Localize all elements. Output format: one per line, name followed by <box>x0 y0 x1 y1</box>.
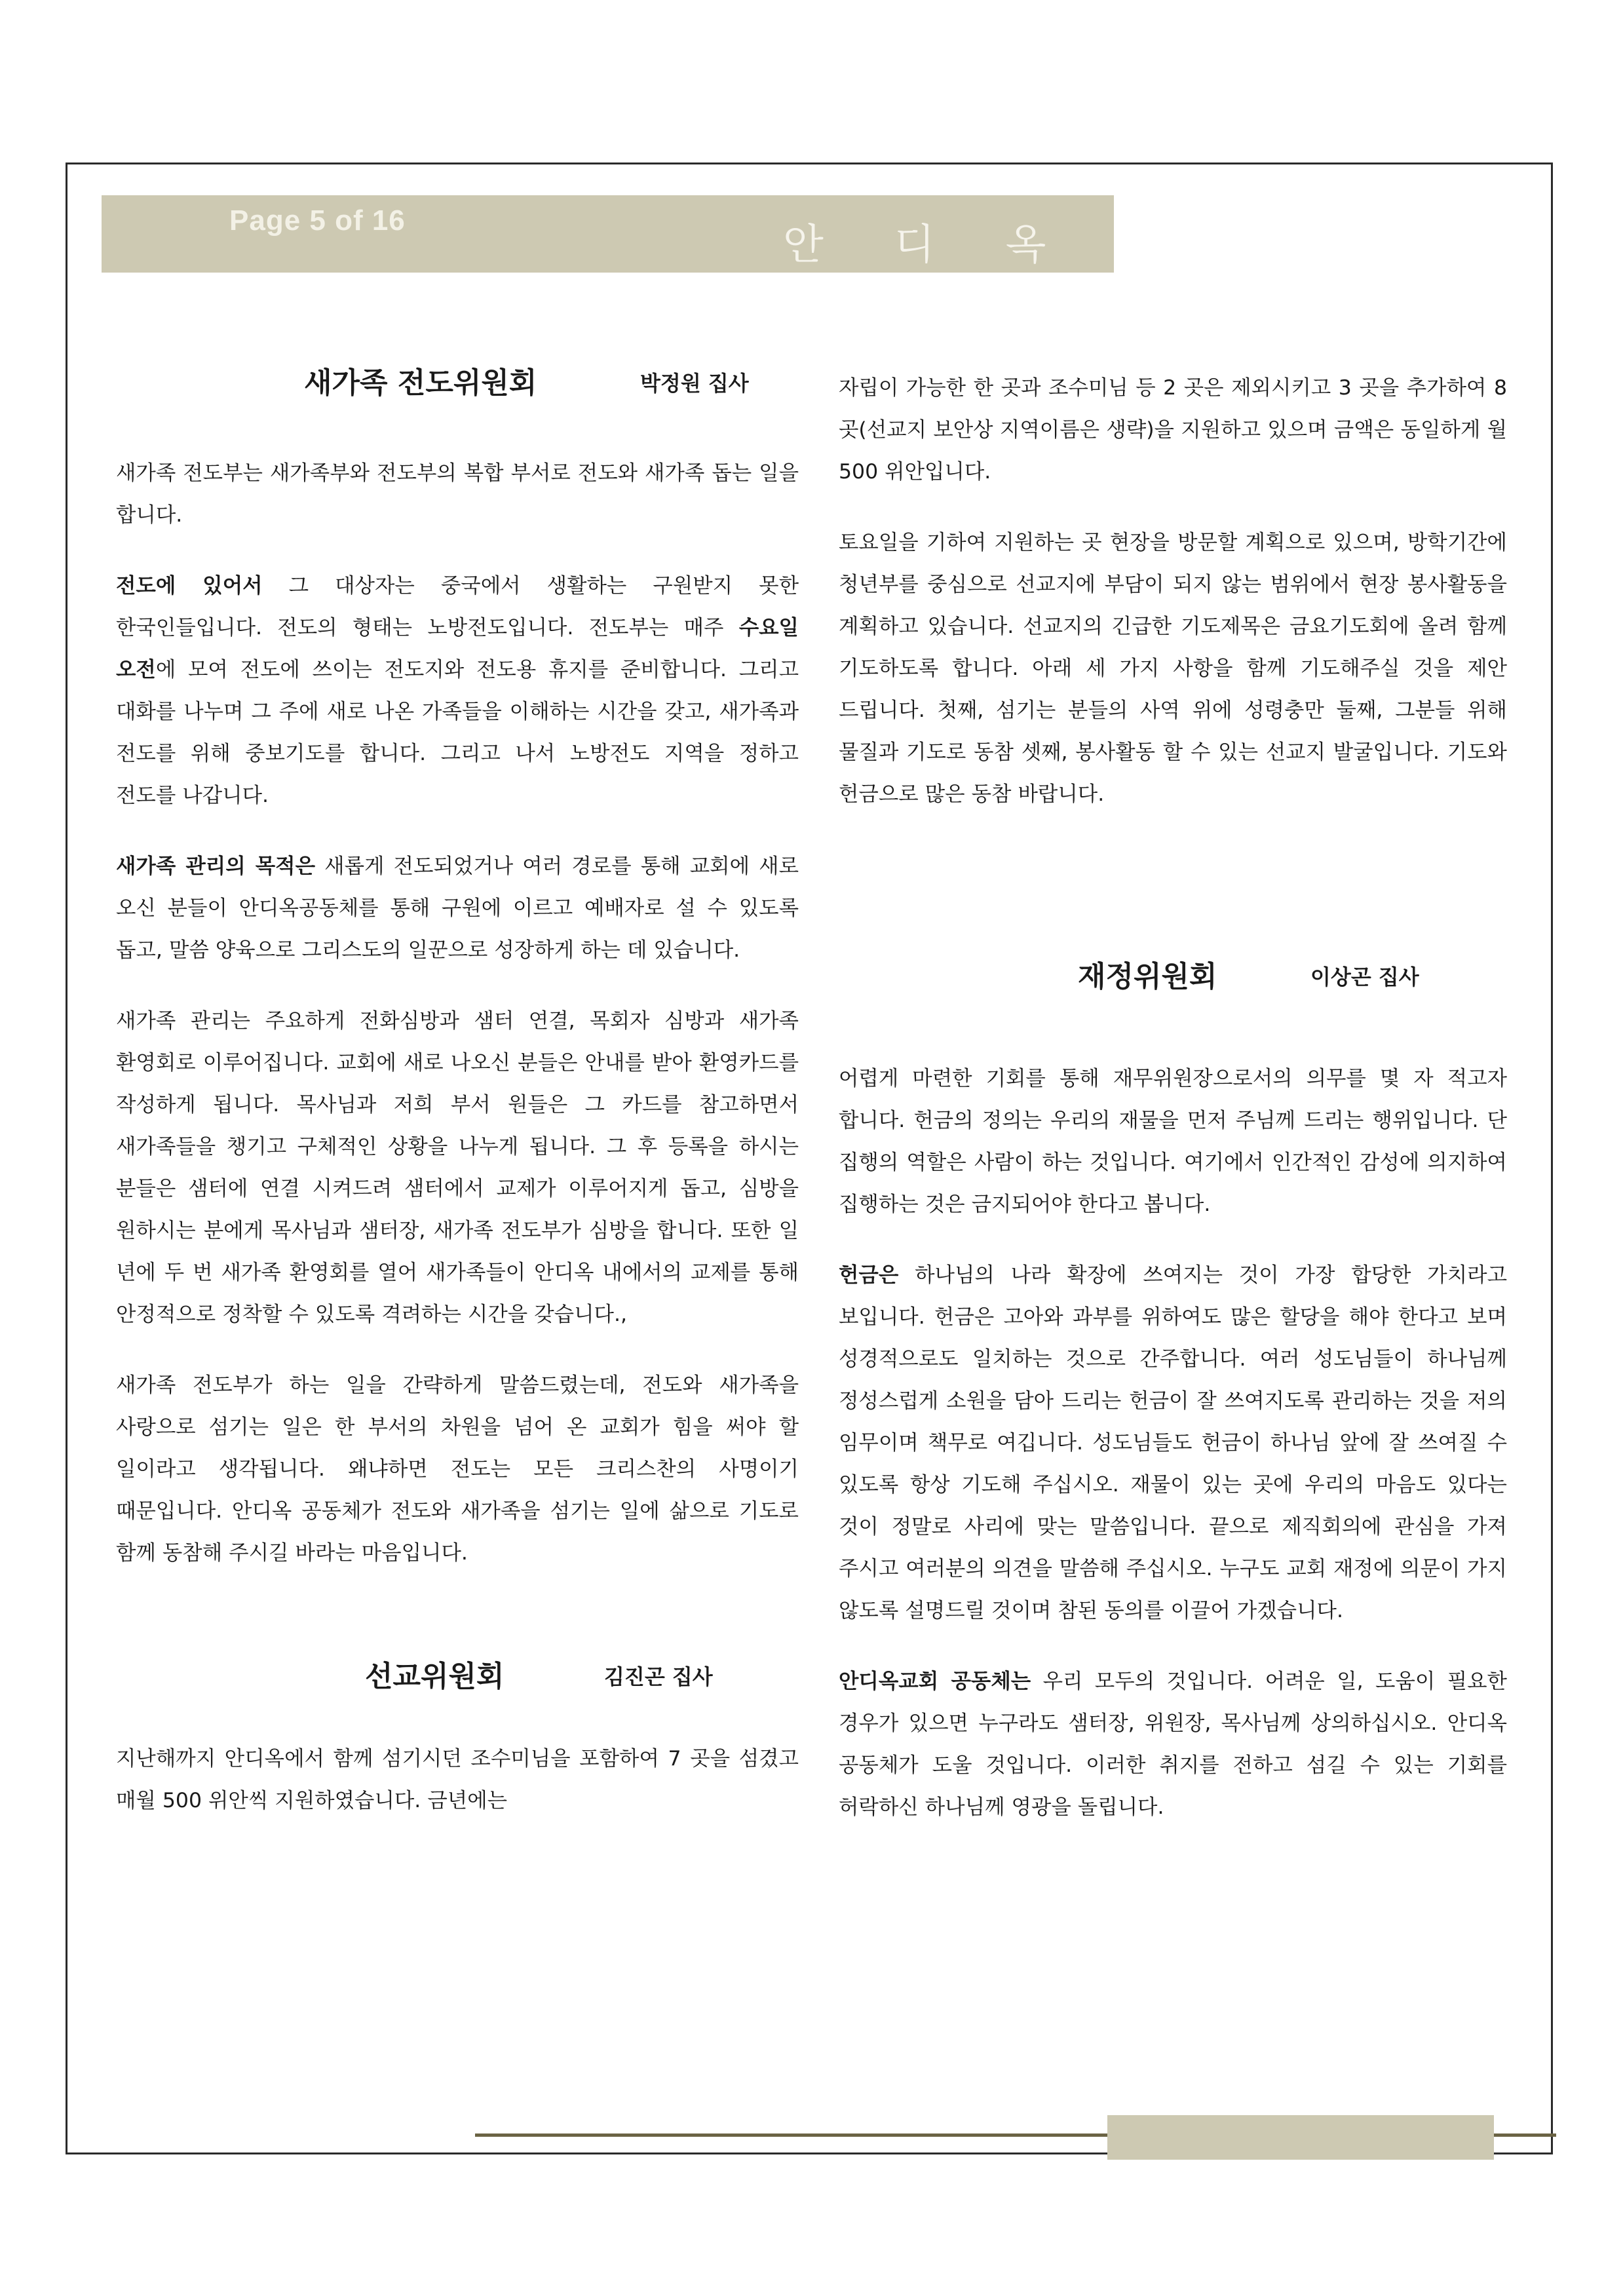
section-author: 박정원 집사 <box>640 371 749 396</box>
lead-phrase: 전도에 있어서 <box>116 574 263 598</box>
lead-phrase: 헌금은 <box>839 1263 899 1287</box>
lead-phrase: 새가족 관리의 목적은 <box>116 854 316 878</box>
paragraph: 전도에 있어서 그 대상자는 중국에서 생활하는 구원받지 못한 한국인들입니다. 전도의 형태는 노방전도입니다. 전도부는 매주 수요일 오전에 모여 전도에 쓰이는 전도지와 전도용 휴지를 준비합니다. 그리고 대화를 나누며 그 주에 새로 나온 가족들을 이해하는 시간을 갖고, 새가족과 전도를 위해 중보기도를 합니다. 그리고 나서 노방전도 지역을 정하고 전도를 나갑니다. <box>116 574 799 807</box>
page-indicator: Page 5 of 16 <box>229 204 406 237</box>
right-column <box>839 367 1507 1857</box>
section-author: 이상곤 집사 <box>1310 965 1419 989</box>
paragraph: 새가족 전도부는 새가족부와 전도부의 복합 부서로 전도와 새가족 돕는 일을 합니다. <box>116 461 799 527</box>
left-column <box>116 341 799 1850</box>
section-title: 새가족 전도위원회 <box>304 366 537 400</box>
paragraph: 지난해까지 안디옥에서 함께 섬기시던 조수미님을 포함하여 7 곳을 섬겼고 매월 500 위안씩 지원하였습니다. 금년에는 <box>116 1747 799 1812</box>
masthead-title: 안디옥 <box>783 221 1117 269</box>
lead-phrase: 수요일 오전 <box>116 616 799 681</box>
paragraph: 새가족 관리의 목적은 새롭게 전도되었거나 여러 경로를 통해 교회에 새로 오신 분들이 안디옥공동체를 통해 구원에 이르고 예배자로 설 수 있도록 돕고, 말씀 양육으로 그리스도의 일꾼으로 성장하게 하는 데 있습니다. <box>116 854 799 962</box>
footer-block <box>1107 2115 1494 2160</box>
paragraph: 새가족 전도부가 하는 일을 간략하게 말씀드렸는데, 전도와 새가족을 사랑으로 섬기는 일은 한 부서의 차원을 넘어 온 교회가 힘을 써야 할 일이라고 생각됩니다. 왜냐하면 전도는 모든 크리스찬의 사명이기 때문입니다. 안디옥 공동체가 전도와 새가족을 섬기는 일에 삶으로 기도로 함께 동참해 주시길 바라는 마음입니다. <box>116 1373 799 1565</box>
section-title: 재정위원회 <box>1078 960 1217 993</box>
paragraph: 자립이 가능한 한 곳과 조수미님 등 2 곳은 제외시키고 3 곳을 추가하여 8 곳(선교지 보안상 지역이름은 생략)을 지원하고 있으며 금액은 동일하게 월 500 위안입니다. <box>839 376 1507 484</box>
paragraph: 안디옥교회 공동체는 우리 모두의 것입니다. 어려운 일, 도움이 필요한 경우가 있으면 누구라도 샘터장, 위원장, 목사님께 상의하십시오. 안디옥 공동체가 도울 것입니다. 이러한 취지를 전하고 섬길 수 있는 기회를 허락하신 하나님께 영광을 돌립니다. <box>839 1670 1507 1819</box>
paragraph: 토요일을 기하여 지원하는 곳 현장을 방문할 계획으로 있으며, 방학기간에 청년부를 중심으로 선교지에 부담이 되지 않는 범위에서 현장 봉사활동을 계획하고 있습니다. 선교지의 긴급한 기도제목은 금요기도회에 올려 함께 기도하도록 합니다. 아래 세 가지 사항을 함께 기도해주실 것을 제안 드립니다. 첫째, 섬기는 분들의 사역 위에 성령충만 둘째, 그분들 위해 물질과 기도로 동참 셋째, 봉사활동 할 수 있는 선교지 발굴입니다. 기도와 헌금으로 많은 동참 바랍니다. <box>839 531 1507 806</box>
paragraph: 헌금은 하나님의 나라 확장에 쓰여지는 것이 가장 합당한 가치라고 보입니다. 헌금은 고아와 과부를 위하여도 많은 할당을 해야 한다고 보며 성경적으로도 일치하는 것으로 간주합니다. 여러 성도님들이 하나님께 정성스럽게 소원을 담아 드리는 헌금이 잘 쓰여지도록 관리하는 것을 저의 임무이며 책무로 여깁니다. 성도님들도 헌금이 하나님 앞에 잘 쓰여질 수 있도록 항상 기도해 주십시오. 재물이 있는 곳에 우리의 마음도 있다는 것이 정말로 사리에 맞는 말씀입니다. 끝으로 제직회의에 관심을 가져 주시고 여러분의 의견을 말씀해 주십시오. 누구도 교회 재정에 의문이 가지 않도록 설명드릴 것이며 참된 동의를 이끌어 가겠습니다. <box>839 1263 1507 1622</box>
section-title: 선교위원회 <box>365 1660 505 1693</box>
paragraph: 새가족 관리는 주요하게 전화심방과 샘터 연결, 목회자 심방과 새가족 환영회로 이루어집니다. 교회에 새로 나오신 분들은 안내를 받아 환영카드를 작성하게 됩니다. 목사님과 저희 부서 원들은 그 카드를 참고하면서 새가족들을 챙기고 구체적인 상황을 나누게 됩니다. 그 후 등록을 하시는 분들은 샘터에 연결 시켜드려 샘터에서 교제가 이루어지게 돕고, 심방을 원하시는 분에게 목사님과 샘터장, 새가족 전도부가 심방을 합니다. 또한 일 년에 두 번 새가족 환영회를 열어 새가족들이 안디옥 내에서의 교제를 통해 안정적으로 정착할 수 있도록 격려하는 시간을 갖습니다., <box>116 1009 799 1326</box>
section-header-finance <box>839 940 1507 1058</box>
paragraph: 어렵게 마련한 기회를 통해 재무위원장으로서의 의무를 몇 자 적고자 합니다. 헌금의 정의는 우리의 재물을 먼저 주님께 드리는 행위입니다. 단 집행의 역할은 사람이 하는 것입니다. 여기에서 인간적인 감성에 의지하여 집행하는 것은 금지되어야 한다고 봅니다. <box>839 1067 1507 1216</box>
section-author: 김진곤 집사 <box>604 1664 713 1689</box>
section-header-evangelism <box>116 341 799 452</box>
lead-phrase: 안디옥교회 공동체는 <box>839 1670 1031 1693</box>
section-header-missions <box>116 1639 799 1738</box>
